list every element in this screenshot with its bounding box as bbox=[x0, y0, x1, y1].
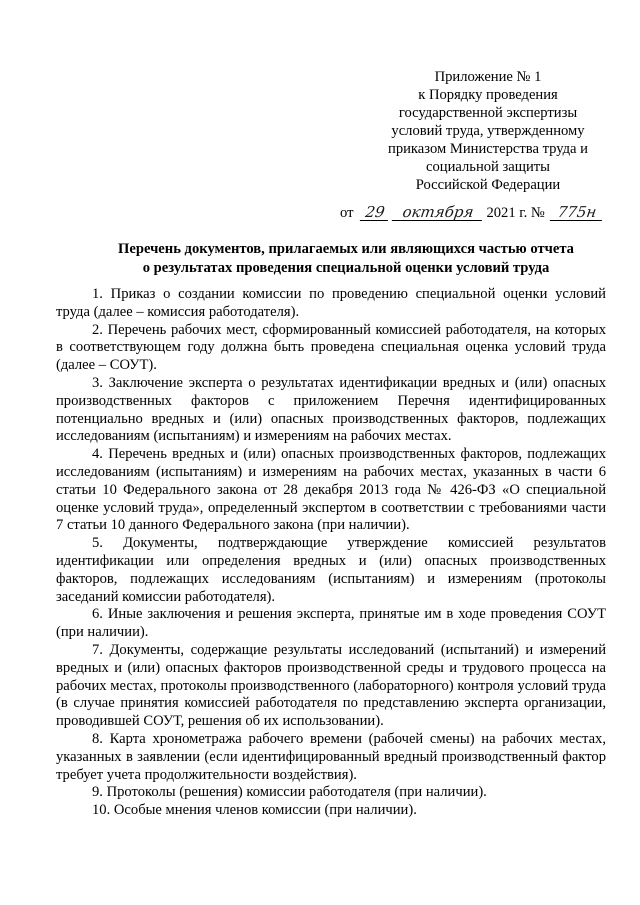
title-line: Перечень документов, прилагаемых или являющихся частью отчета bbox=[118, 241, 574, 257]
handwritten-order-number: 775н bbox=[549, 204, 603, 221]
list-item: 5. Документы, подтверждающие утверждение комиссией результатов идентификации или определения вредных и (или) опасных производственных факторов, подлежащих исследованиям (испытаниям) и измерениям (протоколы заседаний комиссии работодателя). bbox=[56, 535, 606, 605]
appendix-line: социальной защиты bbox=[426, 159, 550, 175]
list-item: 3. Заключение эксперта о результатах идентификации вредных и (или) опасных производственных факторов с приложением Перечня идентифицированных потенциально вредных и (или) опасных производственных факторов, подлежащих исследованиям (испытаниям) и измерениям на рабочих местах. bbox=[56, 374, 606, 445]
list-item: 10. Особые мнения членов комиссии (при наличии). bbox=[92, 802, 417, 819]
list-item: 6. Иные заключения и решения эксперта, принятые им в ходе проведения СОУТ (при наличии). bbox=[56, 606, 606, 641]
list-item: 2. Перечень рабочих мест, сформированный комиссией работодателя, на которых в соответствующем году должна быть проведена специальная оценка условий труда (далее – СОУТ). bbox=[56, 321, 606, 374]
date-year-text: 2021 г. № bbox=[486, 205, 545, 221]
appendix-line: Приложение № 1 bbox=[434, 69, 542, 85]
appendix-block bbox=[368, 68, 608, 194]
document-title bbox=[86, 240, 606, 278]
appendix-line: государственной экспертизы bbox=[398, 105, 578, 121]
appendix-line: Российской Федерации bbox=[415, 177, 561, 193]
appendix-line: условий труда, утвержденному bbox=[391, 123, 585, 139]
document-list bbox=[56, 286, 606, 820]
list-item: 9. Протоколы (решения) комиссии работодателя (при наличии). bbox=[92, 784, 487, 801]
list-item: 1. Приказ о создании комиссии по проведению специальной оценки условий труда (далее – комиссия работодателя). bbox=[56, 286, 606, 320]
date-prefix: от bbox=[340, 205, 354, 221]
list-item: 7. Документы, содержащие результаты исследований (испытаний) и измерений вредных и (или) опасных факторов производственной среды и трудового процесса на рабочих местах, протоколы производственного (лабораторного) контроля условий труда (в случае принятия комиссией работодателя по представлению эксперта организации, проводившей СОУТ, решения об их использовании). bbox=[56, 641, 606, 730]
handwritten-day: 29 bbox=[360, 204, 390, 221]
list-item: 4. Перечень вредных и (или) опасных производственных факторов, подлежащих исследованиям (испытаниям) и измерениям на рабочих местах, указанных в части 6 статьи 10 Федерального закона от 28 декабря 2013 года № 426-ФЗ «О специальной оценке условий труда», определенный экспертом в соответствии с требованиями части 7 статьи 10 данного Федерального закона (при наличии). bbox=[56, 446, 606, 534]
title-line: о результатах проведения специальной оценки условий труда bbox=[142, 260, 550, 276]
appendix-line: к Порядку проведения bbox=[418, 87, 558, 103]
order-date-line bbox=[340, 203, 630, 223]
appendix-line: приказом Министерства труда и bbox=[388, 141, 588, 157]
list-item: 8. Карта хронометража рабочего времени (рабочей смены) на рабочих местах, указанных в заявлении (если идентифицированный вредный производственный фактор требует учета продолжительности воздействия). bbox=[56, 730, 606, 783]
handwritten-month: октября bbox=[392, 204, 484, 221]
